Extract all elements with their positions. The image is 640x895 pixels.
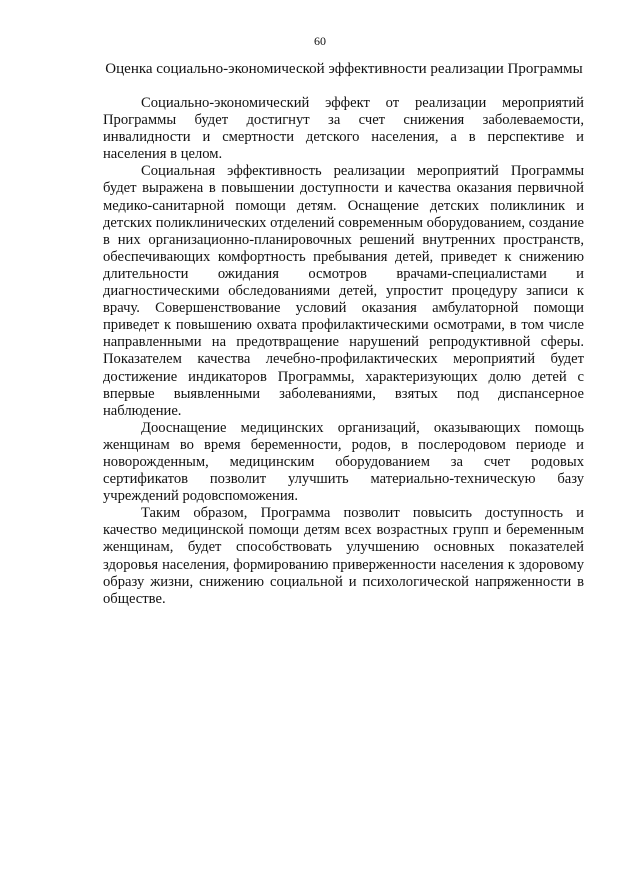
paragraph-economic-effect: Социально-экономический эффект от реализации мероприятий Программы будет достигнут за счет снижения заболеваемости, инвалидности и смертности детского населения, а в перспективе и населения в целом. (103, 95, 584, 163)
paragraph-conclusion: Таким образом, Программа позволит повысить доступность и качество медицинской помощи детям всех возрастных групп и беременным женщинам, будет способствовать улучшению основных показателей здоровья населения, формированию приверженности населения к здоровому образу жизни, снижению социальной и психологической напряженности в обществе. (103, 505, 584, 607)
paragraph-social-efficiency: Социальная эффективность реализации мероприятий Программы будет выражена в повышении доступности и качества оказания первичной медико-санитарной помощи детям. Оснащение детских поликлиник и детских поликлинических отделений современным оборудованием, создание в них организационно-планировочных решений внутренних пространств, обеспечивающих комфортность пребывания детей, приведет к снижению длительности ожидания осмотров врачами-специалистами и диагностическими обследованиями детей, упростит процедуру записи к врачу. Совершенствование условий оказания амбулаторной помощи приведет к повышению охвата профилактическими осмотрами, в том числе направленными на предотвращение нарушений репродуктивной сферы. Показателем качества лечебно-профилактических мероприятий будет достижение индикаторов Программы, характеризующих долю детей с впервые выявленными заболеваниями, взятых под диспансерное наблюдение. (103, 163, 584, 419)
document-body (103, 95, 584, 608)
page-title: Оценка социально-экономической эффективности реализации Программы (105, 61, 583, 77)
page-number: 60 (314, 34, 326, 48)
paragraph-medical-equipment: Дооснащение медицинских организаций, оказывающих помощь женщинам во время беременности, родов, в послеродовом периоде и новорожденным, медицинским оборудованием за счет родовых сертификатов позволит улучшить материально-техническую базу учреждений родовспоможения. (103, 419, 584, 505)
